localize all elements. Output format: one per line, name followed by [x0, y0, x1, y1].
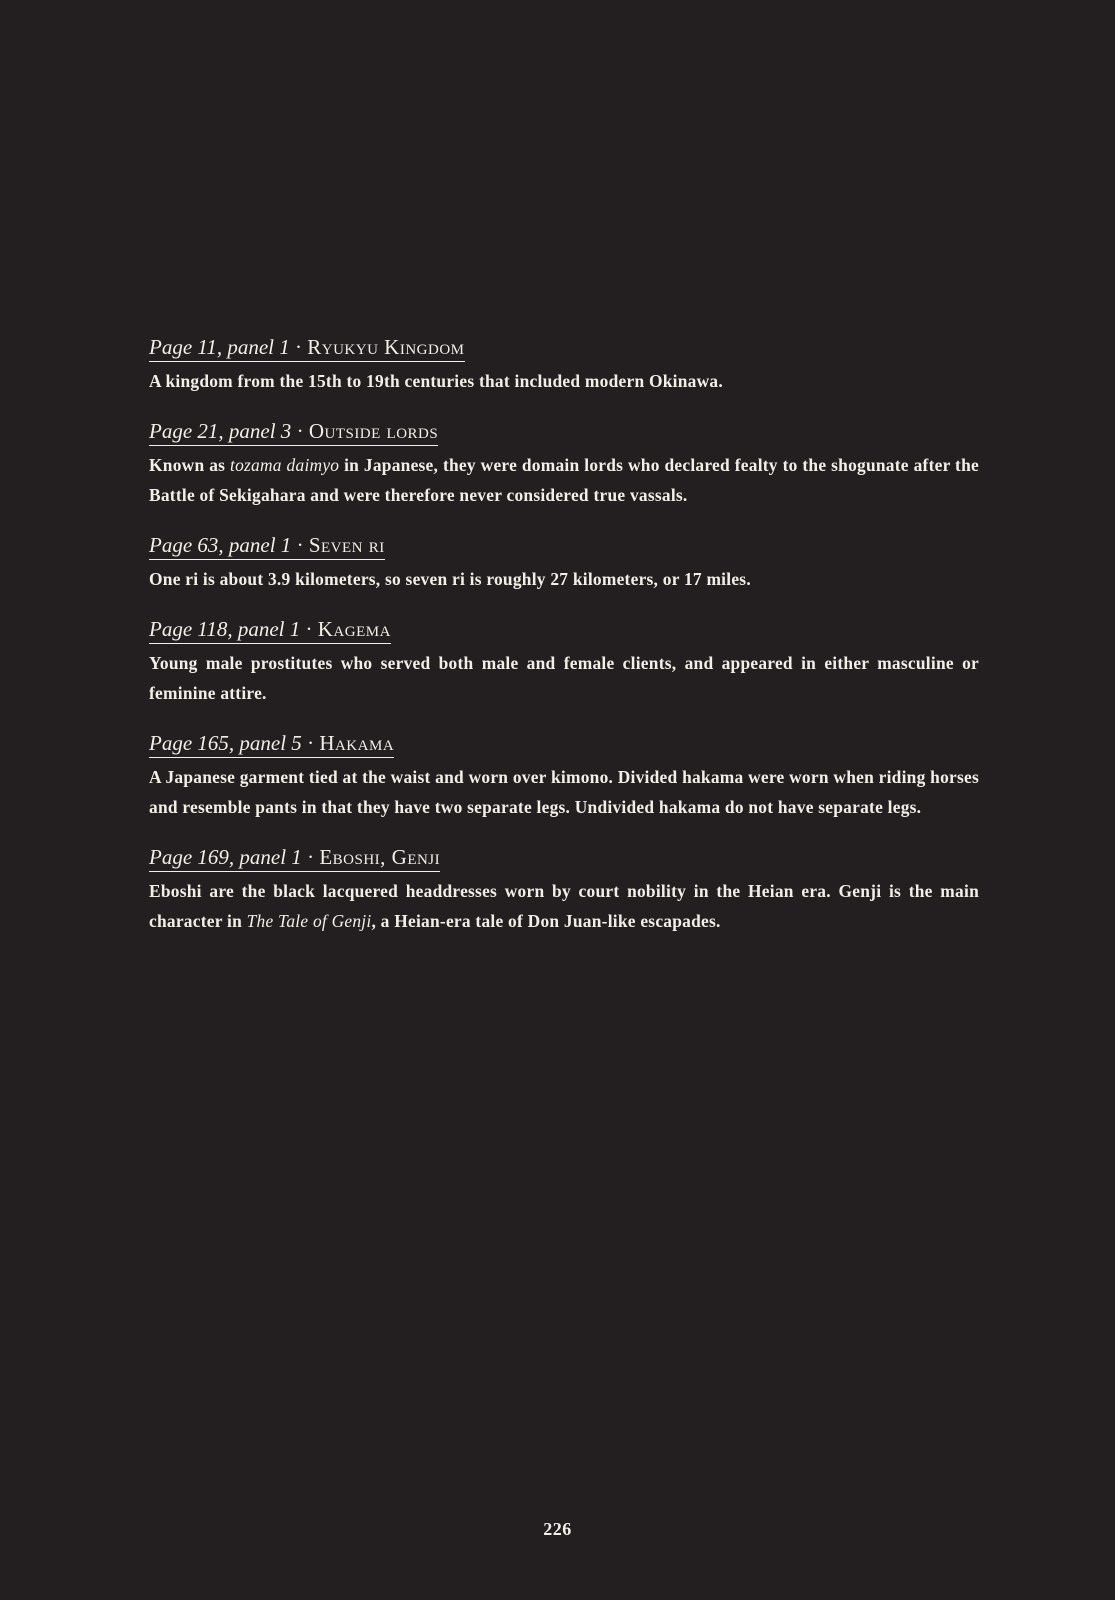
- note-body: [149, 762, 979, 822]
- note-body: [149, 564, 979, 594]
- note-body: [149, 366, 979, 396]
- note-ryukyu-kingdom: [149, 334, 979, 396]
- heading-separator: ·: [301, 845, 320, 869]
- note-term: Ryukyu Kingdom: [307, 335, 465, 359]
- note-term: Outside lords: [308, 419, 439, 443]
- note-heading: [149, 418, 438, 446]
- note-page-reference: Page 169, panel 1: [149, 845, 302, 869]
- note-heading: [149, 532, 385, 560]
- note-page-reference: Page 118, panel 1: [149, 617, 301, 641]
- note-body: [149, 876, 979, 936]
- note-heading: [149, 730, 394, 758]
- note-body-text: , a Heian-era tale of Don Juan-like escapades.: [371, 911, 721, 931]
- note-page-reference: Page 63, panel 1: [149, 533, 292, 557]
- note-heading: [149, 334, 465, 362]
- note-body-text: in Japanese, they were domain lords who declared fealty to the shogunate after the Battle of Sekigahara and were therefore never considered true vassals.: [149, 455, 979, 505]
- note-body-italic-title: The Tale of Genji: [246, 911, 372, 931]
- note-body-text: A Japanese garment tied at the waist and worn over kimono. Divided hakama were worn when riding horses and resemble pants in that they have two separate legs. Undivided hakama do not have separate legs.: [149, 767, 979, 817]
- note-page-reference: Page 11, panel 1: [149, 335, 290, 359]
- note-seven-ri: [149, 532, 979, 594]
- note-term: Hakama: [319, 731, 395, 755]
- note-term: Kagema: [317, 617, 391, 641]
- note-body-text: Young male prostitutes who served both male and female clients, and appeared in either masculine or feminine attire.: [149, 653, 979, 703]
- heading-separator: ·: [291, 533, 309, 557]
- heading-separator: ·: [301, 731, 320, 755]
- note-body-text: One ri is about 3.9 kilometers, so seven ri is roughly 27 kilometers, or 17 miles.: [149, 569, 751, 589]
- translation-notes: [149, 334, 979, 936]
- note-body-italic-term: tozama daimyo: [229, 455, 340, 475]
- note-page-reference: Page 21, panel 3: [149, 419, 292, 443]
- note-page-reference: Page 165, panel 5: [149, 731, 302, 755]
- note-body: [149, 450, 979, 510]
- note-eboshi-genji: [149, 844, 979, 936]
- note-body: [149, 648, 979, 708]
- note-outside-lords: [149, 418, 979, 510]
- note-kagema: [149, 616, 979, 708]
- note-term: Seven ri: [308, 533, 385, 557]
- note-term: Eboshi, Genji: [319, 845, 441, 869]
- heading-separator: ·: [300, 617, 318, 641]
- note-body-text: Known as: [149, 455, 230, 475]
- heading-separator: ·: [291, 419, 309, 443]
- note-body-text: Eboshi are the black lacquered headdresses worn by court nobility in the Heian era. Genji is the main character in: [149, 881, 979, 931]
- note-body-text: A kingdom from the 15th to 19th centuries that included modern Okinawa.: [149, 371, 723, 391]
- note-heading: [149, 616, 391, 644]
- heading-separator: ·: [289, 335, 308, 359]
- page-number: 226: [543, 1519, 572, 1539]
- note-hakama: [149, 730, 979, 822]
- note-heading: [149, 844, 440, 872]
